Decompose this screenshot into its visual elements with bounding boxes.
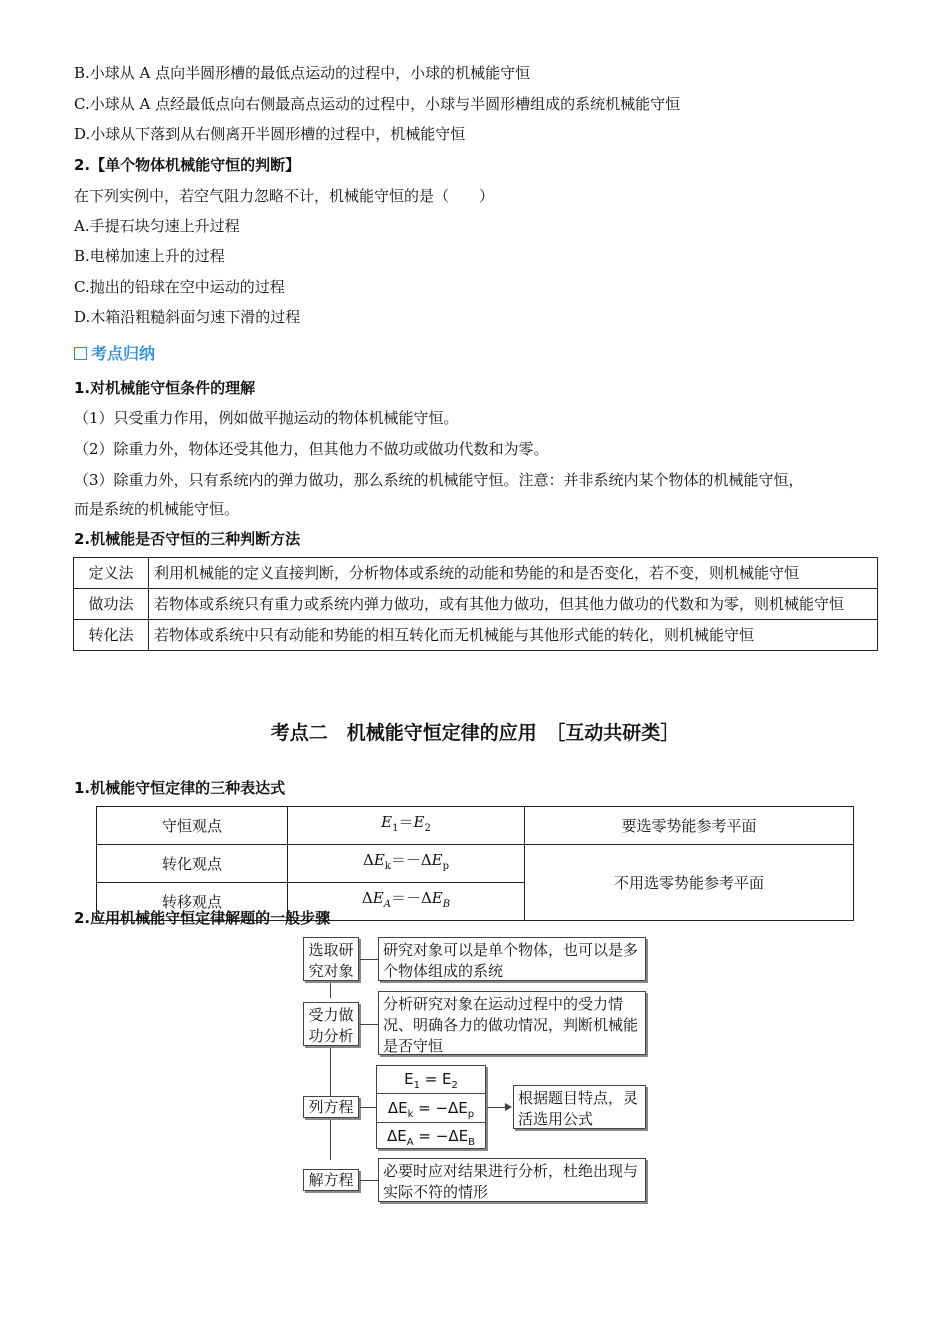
table-row <box>74 589 878 620</box>
q1-option-d: D.小球从下落到从右侧离开半圆形槽的过程中，机械能守恒 <box>74 125 466 143</box>
note-cell: 不用选零势能参考平面 <box>525 845 854 921</box>
section-title: 考点二 机械能守恒定律的应用 ［互动共研类］ <box>270 722 680 744</box>
connector <box>330 980 331 998</box>
step-desc-1: 研究对象可以是单个物体，也可以是多个物体组成的系统 <box>378 937 646 981</box>
arrow-line <box>487 1107 507 1108</box>
table-row <box>97 845 854 883</box>
summary-heading <box>74 344 155 364</box>
expr-title: 1.机械能守恒定律的三种表达式 <box>74 779 286 797</box>
expressions-table <box>96 806 854 921</box>
q2-option-b: B.电梯加速上升的过程 <box>74 247 225 265</box>
arrow-right-icon <box>505 1103 512 1111</box>
q2-title: 2.【单个物体机械能守恒的判断】 <box>74 156 301 174</box>
step-select-object: 选取研究对象 <box>303 937 359 981</box>
method-desc: 利用机械能的定义直接判断，分析物体或系统的动能和势能的和是否变化，若不变，则机械能守恒 <box>149 558 878 589</box>
formula-cell: $\Delta E_k=-\Delta E_p$ <box>288 845 525 883</box>
table-row <box>97 807 854 845</box>
step-solve-equation: 解方程 <box>303 1169 359 1191</box>
view-cell: 转化观点 <box>97 845 288 883</box>
q1-option-b: B.小球从 A 点向半圆形槽的最低点运动的过程中，小球的机械能守恒 <box>74 64 531 82</box>
step-desc-4: 必要时应对结果进行分析，杜绝出现与实际不符的情形 <box>378 1158 646 1202</box>
step-desc-3: 根据题目特点，灵活选用公式 <box>513 1085 646 1129</box>
method-name: 定义法 <box>74 558 149 589</box>
q1-option-c: C.小球从 A 点经最低点向右侧最高点运动的过程中，小球与半圆形槽组成的系统机械能守恒 <box>74 95 681 113</box>
q2-option-a: A.手提石块匀速上升过程 <box>74 217 240 235</box>
method-name: 做功法 <box>74 589 149 620</box>
methods-table <box>73 557 878 651</box>
connector <box>360 1107 376 1108</box>
step-desc-2: 分析研究对象在运动过程中的受力情况、明确各力的做功情况，判断机械能是否守恒 <box>378 991 646 1055</box>
view-cell: 转移观点 <box>97 883 288 921</box>
connector <box>330 1046 331 1096</box>
view-cell: 守恒观点 <box>97 807 288 845</box>
connector <box>360 1024 378 1025</box>
table-row <box>74 558 878 589</box>
step-force-work-analysis: 受力做功分析 <box>303 1002 359 1046</box>
steps-title: 2.应用机械能守恒定律解题的一般步骤 <box>74 909 331 927</box>
checkbox-icon <box>74 347 87 360</box>
table-row <box>74 620 878 651</box>
q2-option-d: D.木箱沿粗糙斜面匀速下滑的过程 <box>74 308 301 326</box>
connector <box>360 959 378 960</box>
step-write-equation: 列方程 <box>303 1096 359 1118</box>
connector <box>330 1118 331 1160</box>
summary-p1-3b: 而是系统的机械能守恒。 <box>74 500 240 518</box>
q2-option-c: C.抛出的铅球在空中运动的过程 <box>74 278 285 296</box>
formula-conservation: $E_1 = E_2$ <box>377 1066 485 1094</box>
summary-p1-2: （2）除重力外，物体还受其他力，但其他力不做功或做功代数和为零。 <box>74 440 549 458</box>
formula-transfer: $\Delta E_A = -\Delta E_B$ <box>387 1127 475 1148</box>
summary-p2-title: 2.机械能是否守恒的三种判断方法 <box>74 530 301 548</box>
formula-cell: $E_1=E_2$ <box>288 807 525 845</box>
method-name: 转化法 <box>74 620 149 651</box>
summary-p1-title: 1.对机械能守恒条件的理解 <box>74 379 256 397</box>
method-desc: 若物体或系统只有重力或系统内弹力做功，或有其他力做功，但其他力做功的代数和为零，则机械能守恒 <box>149 589 878 620</box>
connector <box>360 1180 378 1181</box>
note-cell: 要选零势能参考平面 <box>525 807 854 845</box>
formula-box <box>376 1065 486 1149</box>
formula-transformation: $\Delta E_k = -\Delta E_p$ <box>377 1094 485 1123</box>
q2-stem: 在下列实例中，若空气阻力忽略不计，机械能守恒的是（ ） <box>74 187 495 205</box>
summary-p1-3a: （3）除重力外，只有系统内的弹力做功，那么系统的机械能守恒。注意：并非系统内某个物体的机械能守恒， <box>74 471 804 489</box>
summary-p1-1: （1）只受重力作用，例如做平抛运动的物体机械能守恒。 <box>74 409 459 427</box>
summary-heading-text: 考点归纳 <box>91 344 156 363</box>
method-desc: 若物体或系统中只有动能和势能的相互转化而无机械能与其他形式能的转化，则机械能守恒 <box>149 620 878 651</box>
formula-cell: $\Delta E_A=-\Delta E_B$ <box>288 883 525 921</box>
